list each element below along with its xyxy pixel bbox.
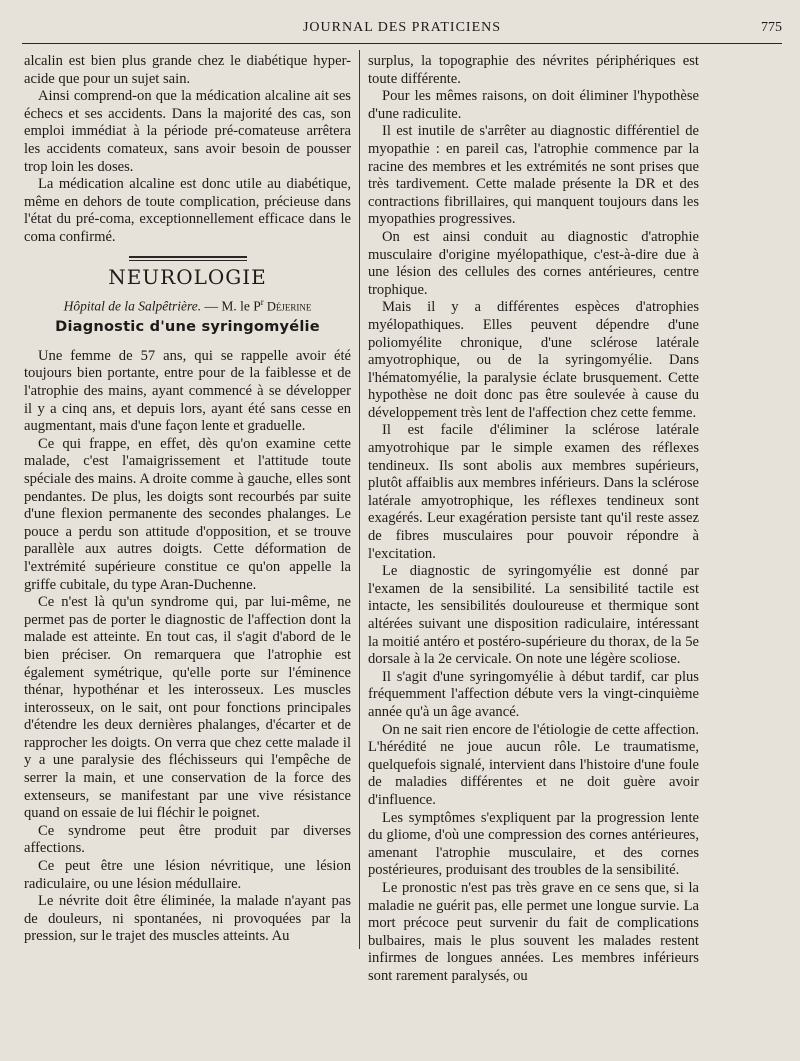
paragraph: On ne sait rien encore de l'étiologie de cette affection. L'hérédité ne joue aucun rôle. Le traumatisme, quelquefois signalé, intervient dans l'histoire d'une foule de maladies différentes et ne doit guère avoir d'influence. [368, 721, 699, 808]
paragraph: Le névrite doit être éliminée, la malade n'ayant pas de douleurs, ni spontanées, ni provoquées par la pression, sur le trajet des muscles atteints. Au [24, 893, 351, 945]
title-superscript: r [260, 297, 264, 308]
paragraph: Il est facile d'éliminer la sclérose latérale amyotrohique par le simple examen des réflexes tendineux. Ils sont abolis aux membres supérieurs, plutôt affaiblis aux membres inférieurs. Dans la sclérose latérale amyotrophique, les réflexes tendineux sont exagérés. Leur exagération persiste tant qu'il reste assez de fibres musculaires pour pouvoir répondre à l'excitation. [368, 422, 699, 562]
paragraph: Ainsi comprend-on que la médication alcaline ait ses échecs et ses accidents. Dans la majorité des cas, son emploi immédiat à la période pré-comateuse arrêtera les accidents comateux, sans avoir besoin de pousser trop loin les doses. [24, 88, 351, 175]
hospital-line [24, 294, 351, 316]
paragraph: La médication alcaline est donc utile au diabétique, même en dehors de toute complication, précieuse dans l'état du pré-coma, exceptionnellement efficace dans le coma confirmé. [24, 176, 351, 245]
paragraph: Ce qui frappe, en effet, dès qu'on examine cette malade, c'est l'amaigrissement et l'attitude toute spéciale des mains. A droite comme à gauche, elles sont pendantes. De plus, les doigts sont recourbés par suite d'une flexion permanente des secondes phalanges. Le pouce a perdu son attitude d'opposition, et se trouve parallèle aux autres doigts. Cette déformation de l'extrémité supérieure constitue ce qu'on appelle la griffe cubitale, du type Aran-Duchenne. [24, 435, 351, 593]
left-column [24, 53, 351, 949]
paragraph: Mais il y a différentes espèces d'atrophies myélopathiques. Elles peuvent dépendre d'une poliomyélite chronique, d'une sclérose latérale amyotrophique, ou de la syringomyélie. Dans l'hématomyélie, la paralysie éclate brusquement. Cette hypothèse ne doit donc pas être soulevée à cause du développement très lent de l'affection chez cette femme. [368, 299, 699, 421]
professor-name: Déjerine [263, 299, 312, 314]
article-title: Diagnostic d'une syringomyélie [55, 318, 320, 336]
right-column [368, 53, 699, 984]
section-separator [24, 256, 351, 261]
header-rule [22, 43, 782, 44]
paragraph: Les symptômes s'expliquent par la progression lente du gliome, d'où une compression des cornes antérieures, amenant l'atrophie musculaire, et des cornes postérieures, produisant des troubles de la sensibilité. [368, 809, 699, 879]
page-header [22, 16, 782, 46]
hospital-name: Hôpital de la Salpêtrière. [63, 298, 202, 314]
paragraph: Le pronostic n'est pas très grave en ce sens que, si la maladie ne guérit pas, elle permet une longue survie. La mort précoce peut survenir du fait de complications bulbaires, mais le plus souvent les malades restent infirmes de longues années. Les membres inférieurs sont rarement paralysés, ou [368, 879, 699, 984]
paragraph: Ce syndrome peut être produit par diverses affections. [24, 822, 351, 857]
paragraph: On est ainsi conduit au diagnostic d'atrophie musculaire d'origine myélopathique, c'est-à-dire due à une lésion des cellules des cornes antérieures, centre trophique. [368, 228, 699, 298]
page-number: 775 [761, 20, 782, 35]
paragraph: Une femme de 57 ans, qui se rappelle avoir été toujours bien portante, entre pour de la faiblesse et de l'atrophie des mains, ayant commencé à se développer il y a cinq ans, et depuis lors, ayant été sans cesse en augmentant, mais d'une façon lente et graduelle. [24, 347, 351, 435]
journal-title: JOURNAL DES PRATICIENS [302, 20, 502, 35]
paragraph: Il s'agit d'une syringomyélie à début tardif, car plus fréquemment l'affection débute vers la vingt-cinquième année qu'à un âge avancé. [368, 668, 699, 720]
section-title: NEUROLOGIE [108, 264, 267, 289]
paragraph: Ce peut être une lésion névritique, une lésion radiculaire, ou une lésion médullaire. [24, 858, 351, 892]
paragraph: Pour les mêmes raisons, on doit éliminer l'hypothèse d'une radiculite. [368, 88, 699, 122]
paragraph: alcalin est bien plus grande chez le diabétique hyper-acide que pour un sujet sain. [24, 53, 351, 87]
paragraph: Il est inutile de s'arrêter au diagnostic différentiel de myopathie : en pareil cas, l'atrophie commence par la racine des membres et les extrémités ne sont prises que très tardivement. Cette malade présente la DR et des contractions fibrillaires, qui manquent toujours dans les myopathies progressives. [368, 123, 699, 228]
paragraph: Le diagnostic de syringomyélie est donné par l'examen de la sensibilité. La sensibilité tactile est intacte, les sensibilités douloureuse et thermique sont altérées suivant une disposition radiculaire, intéressant la moitié antéro et postéro-supérieure du thorax, de la 5e dorsale à la 2e cervicale. On note une légère scoliose. [368, 563, 699, 668]
paragraph: surplus, la topographie des névrites périphériques est toute différente. [368, 53, 699, 87]
hospital-dash: — M. le P [201, 298, 261, 314]
column-divider [359, 50, 360, 949]
paragraph: Ce n'est là qu'un syndrome qui, par lui-même, ne permet pas de porter le diagnostic de l'affection dont la malade est atteinte. En tout cas, il s'agit d'abord de le bien préciser. On remarquera que l'atrophie est également symétrique, qu'elle porte sur l'éminence thénar, hypothénar et les interosseux. Les muscles interosseux, on le sait, ont pour fonctions principales d'étendre les deux dernières phalanges, d'écarter et de rapprocher les doigts. On verra que chez cette malade il y a une paralysie des fléchisseurs qui l'empêche de serrer la main, et une conservation de la force des extenseurs, se manifestant par une vive résistance quand on essaie de lui fléchir le poignet. [24, 594, 351, 822]
